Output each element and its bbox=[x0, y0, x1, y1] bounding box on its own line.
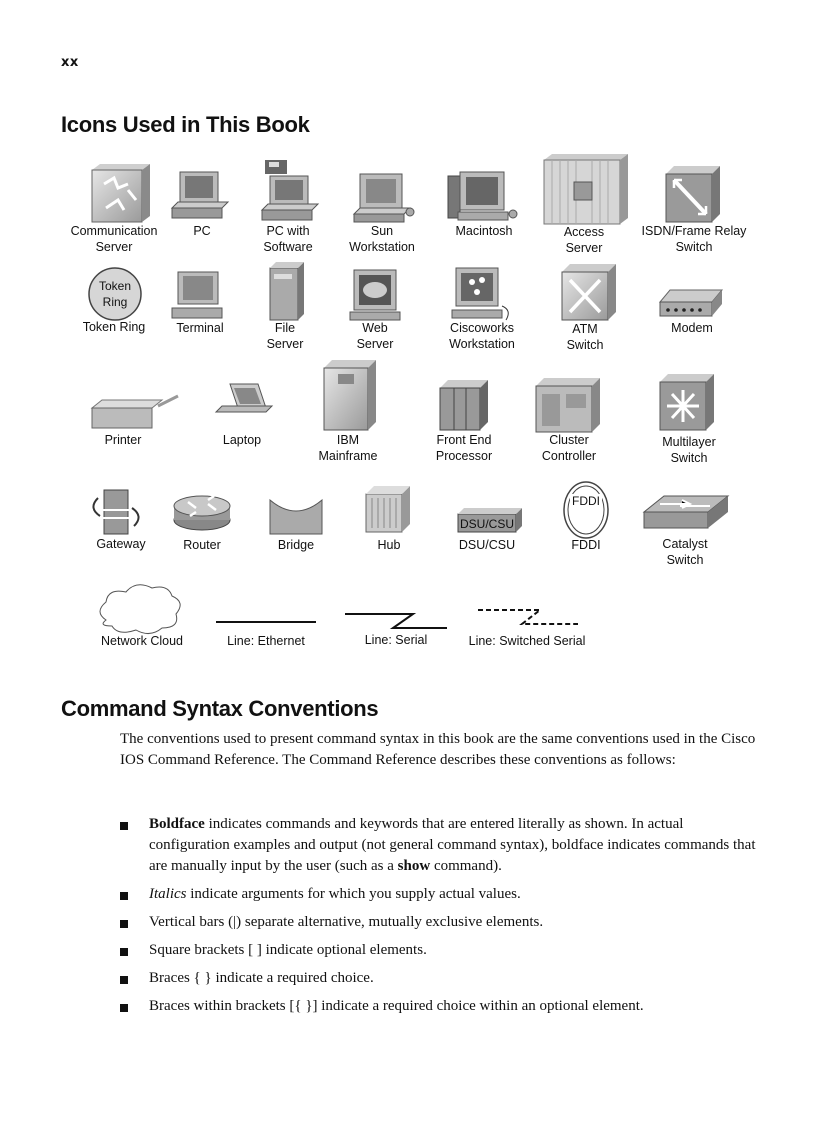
icon-label-terminal: Terminal bbox=[176, 321, 224, 335]
section-title-icons: Icons Used in This Book bbox=[61, 112, 310, 137]
modem-icon bbox=[660, 290, 722, 316]
front-end-processor-icon bbox=[440, 380, 488, 430]
page-number: xx bbox=[61, 55, 79, 70]
icon-label-web-server: Web Server bbox=[356, 321, 394, 351]
syntax-intro-paragraph: The conventions used to present command syntax in this book are the same conventions used in the Cisco IOS Command Reference. The Command Reference describes these conventions as follows: bbox=[120, 731, 756, 768]
icon-label-gateway: Gateway bbox=[96, 537, 146, 551]
gateway-icon bbox=[93, 490, 138, 534]
icon-label-file-server: File Server bbox=[266, 321, 304, 351]
icon-label-ciscoworks-workstation: Ciscoworks Workstation bbox=[449, 321, 515, 351]
icon-label-cluster-controller: Cluster Controller bbox=[541, 433, 597, 463]
network-cloud-icon bbox=[100, 585, 180, 634]
icon-label-printer: Printer bbox=[104, 433, 142, 447]
terminal-icon bbox=[172, 272, 222, 318]
icon-label-isdn-frame-relay-switch: ISDN/Frame Relay Switch bbox=[641, 224, 747, 254]
laptop-icon bbox=[216, 384, 272, 412]
list-item: Square brackets [ ] indicate optional elements. bbox=[120, 940, 760, 961]
icon-label-pc: PC bbox=[193, 224, 211, 238]
icon-label-laptop: Laptop bbox=[222, 433, 262, 447]
icon-label-bridge: Bridge bbox=[277, 538, 315, 552]
multilayer-switch-icon bbox=[660, 374, 714, 430]
icon-label-modem: Modem bbox=[671, 321, 713, 335]
web-server-icon bbox=[350, 270, 400, 320]
isdn-frame-relay-switch-icon bbox=[666, 166, 720, 222]
pc-with-software-icon bbox=[262, 160, 318, 220]
token-ring-icon bbox=[89, 268, 141, 320]
fddi-icon bbox=[564, 482, 608, 538]
list-item: Braces within brackets [{ }] indicate a required choice within an optional element. bbox=[120, 996, 760, 1017]
icon-label-catalyst-switch: Catalyst Switch bbox=[662, 537, 708, 567]
atm-switch-icon bbox=[562, 264, 616, 320]
icon-label-line-switched-serial: Line: Switched Serial bbox=[468, 634, 586, 648]
icon-label-macintosh: Macintosh bbox=[455, 224, 513, 238]
switched-serial-line-icon bbox=[478, 610, 578, 624]
icon-label-communication-server: Communication Server bbox=[70, 224, 158, 254]
icon-label-fddi: FDDI bbox=[571, 538, 601, 552]
icon-label-token-ring: Token Ring bbox=[82, 320, 146, 334]
dsu-csu-icon bbox=[458, 508, 522, 532]
macintosh-icon bbox=[448, 172, 517, 220]
router-icon bbox=[174, 496, 230, 530]
icon-label-dsu-csu: DSU/CSU bbox=[458, 538, 516, 552]
icon-label-access-server: Access Server bbox=[563, 225, 605, 255]
list-item: Braces { } indicate a required choice. bbox=[120, 968, 760, 989]
cluster-controller-icon bbox=[536, 378, 600, 432]
icon-label-network-cloud: Network Cloud bbox=[101, 634, 183, 648]
icon-label-front-end-processor: Front End Processor bbox=[435, 433, 493, 463]
icon-label-sun-workstation: Sun Workstation bbox=[349, 224, 415, 254]
list-item: Italics indicate arguments for which you supply actual values. bbox=[120, 884, 760, 905]
icon-label-hub: Hub bbox=[377, 538, 401, 552]
communication-server-icon bbox=[92, 164, 150, 222]
sun-workstation-icon bbox=[354, 174, 414, 222]
pc-icon bbox=[172, 172, 228, 218]
icon-label-multilayer-switch: Multilayer Switch bbox=[662, 435, 716, 465]
icon-label-line-ethernet: Line: Ethernet bbox=[227, 634, 305, 648]
access-server-icon bbox=[544, 154, 628, 224]
printer-icon bbox=[92, 396, 178, 428]
file-server-icon bbox=[270, 262, 304, 320]
token-ring-glyph-text: Token bbox=[98, 279, 132, 293]
icon-label-pc-with-software: PC with Software bbox=[263, 224, 313, 254]
bridge-icon bbox=[270, 500, 322, 534]
ibm-mainframe-icon bbox=[324, 360, 376, 430]
catalyst-switch-icon bbox=[644, 496, 728, 528]
list-item: Vertical bars (|) separate alternative, mutually exclusive elements. bbox=[120, 912, 760, 933]
ciscoworks-workstation-icon bbox=[452, 268, 508, 320]
section-title-syntax: Command Syntax Conventions bbox=[61, 696, 379, 721]
icon-label-atm-switch: ATM Switch bbox=[566, 322, 604, 352]
hub-icon bbox=[366, 486, 410, 532]
icon-label-router: Router bbox=[183, 538, 221, 552]
icons-legend bbox=[62, 150, 762, 660]
fddi-glyph-text: FDDI bbox=[572, 494, 600, 508]
dsu-csu-glyph-text: DSU/CSU bbox=[459, 517, 515, 531]
serial-line-icon bbox=[345, 614, 447, 628]
list-item: Boldface indicates commands and keywords that are entered literally as shown. In actual configuration examples and output (not general command syntax), boldface indicates commands that are manually input by the user (such as a show command). bbox=[120, 814, 760, 877]
svg-text:Ring: Ring bbox=[102, 295, 128, 309]
icon-label-line-serial: Line: Serial bbox=[364, 633, 428, 647]
icon-label-ibm-mainframe: IBM Mainframe bbox=[318, 433, 378, 463]
conventions-list bbox=[120, 814, 760, 1024]
